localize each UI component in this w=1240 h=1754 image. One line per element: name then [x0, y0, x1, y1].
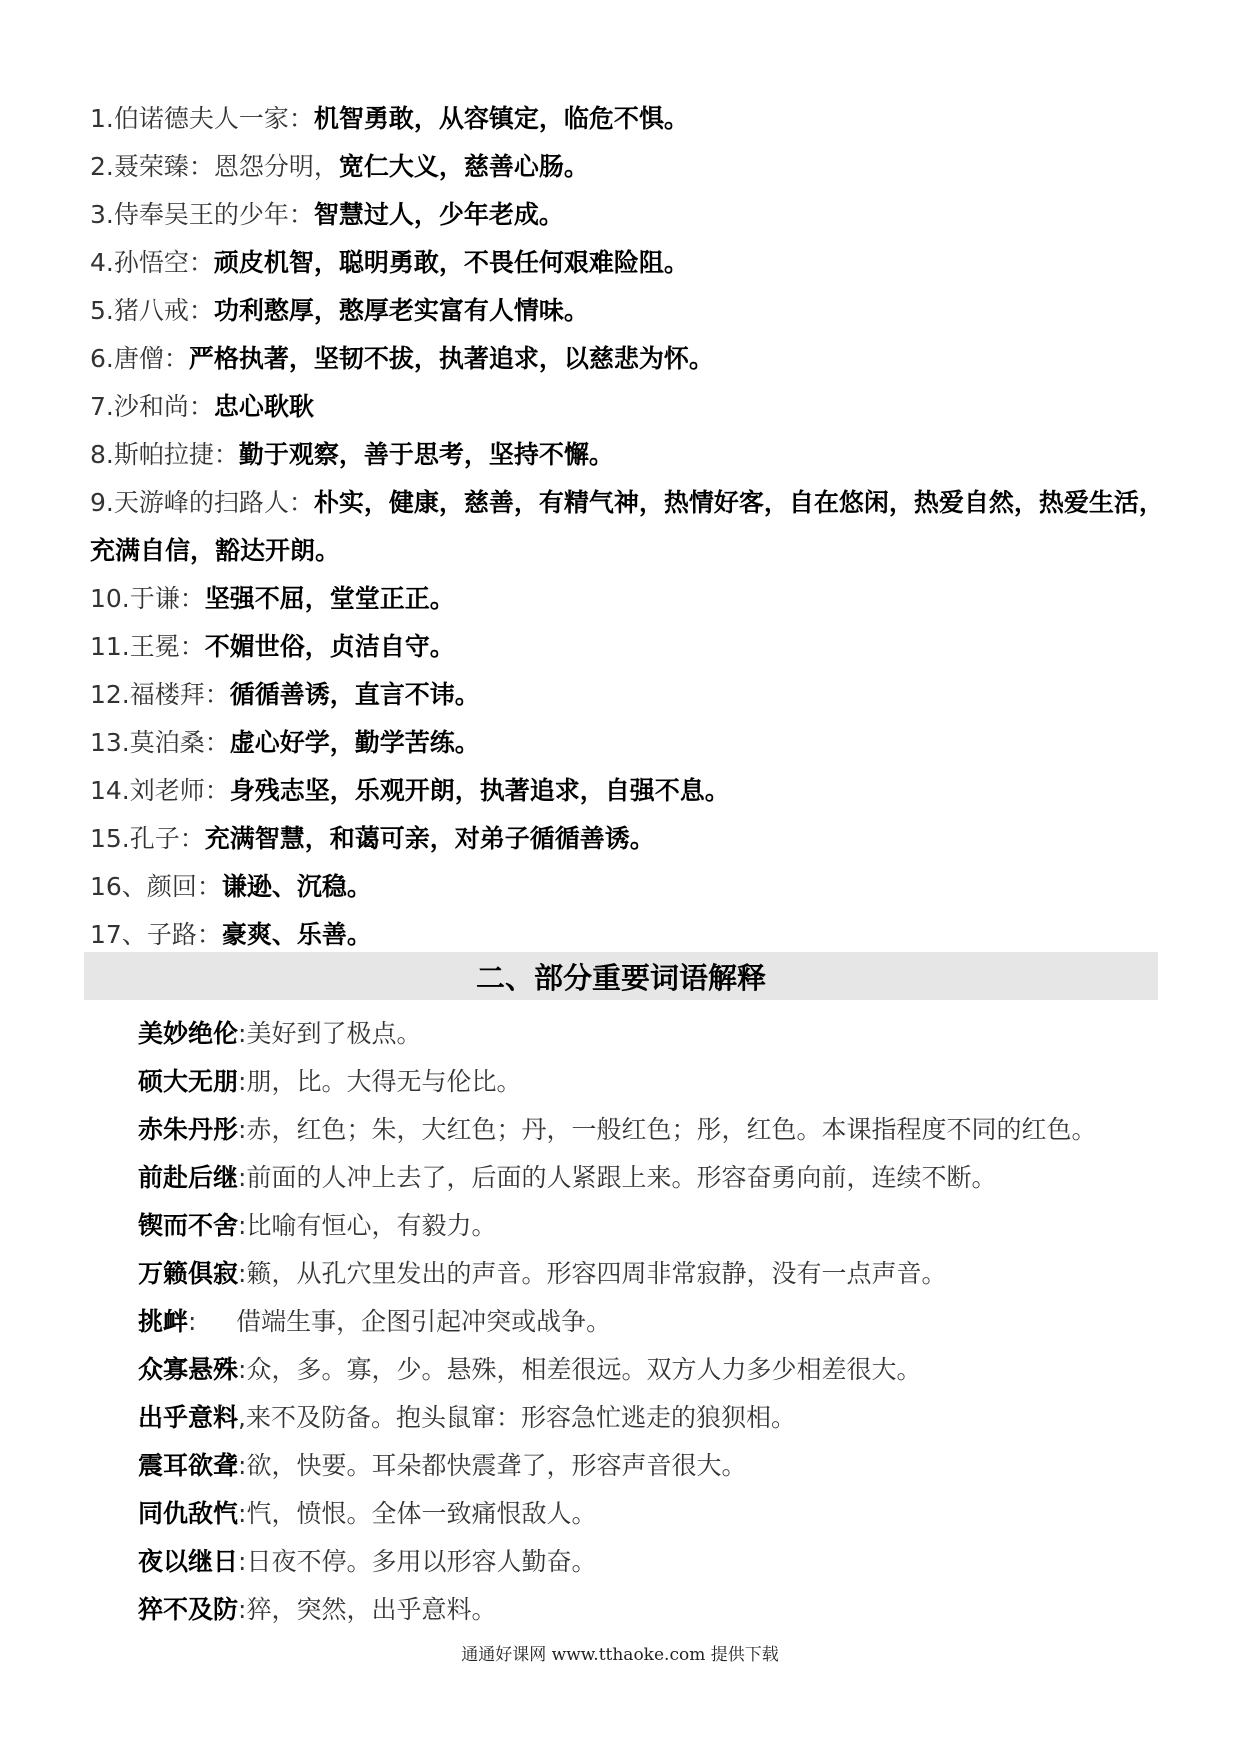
- word-item: 众寡悬殊:众，多。寡，少。悬殊，相差很远。双方人力多少相差很大。: [138, 1355, 922, 1384]
- character-item-3: 3.侍奉吴王的少年：智慧过人，少年老成。: [90, 200, 564, 229]
- page-footer: 通通好课网 www.tthaoke.com 提供下载: [461, 1645, 779, 1665]
- section-title: 二、部分重要词语解释: [84, 952, 1158, 1000]
- word-item: 同仇敌忾:忾，愤恨。全体一致痛恨敌人。: [138, 1499, 597, 1528]
- word-item: 万籁俱寂:籁，从孔穴里发出的声音。形容四周非常寂静，没有一点声音。: [138, 1259, 947, 1288]
- character-item-8: 8.斯帕拉捷：勤于观察，善于思考，坚持不懈。: [90, 440, 614, 469]
- word-item: 夜以继日:日夜不停。多用以形容人勤奋。: [138, 1547, 597, 1576]
- word-item: 赤朱丹彤:赤，红色；朱，大红色；丹，一般红色；彤，红色。本课指程度不同的红色。: [138, 1115, 1097, 1144]
- word-item: 锲而不舍:比喻有恒心，有毅力。: [138, 1211, 497, 1240]
- word-item: 前赴后继:前面的人冲上去了，后面的人紧跟上来。形容奋勇向前，连续不断。: [138, 1163, 997, 1192]
- character-item-7: 7.沙和尚：忠心耿耿: [90, 392, 314, 421]
- word-item: 出乎意料,来不及防备。抱头鼠窜：形容急忙逃走的狼狈相。: [138, 1403, 796, 1432]
- character-item-6: 6.唐僧：严格执著，坚韧不拔，执著追求，以慈悲为怀。: [90, 344, 714, 373]
- character-item-12: 12.福楼拜：循循善诱，直言不讳。: [90, 680, 480, 709]
- character-item-11: 11.王冕：不媚世俗，贞洁自守。: [90, 632, 455, 661]
- character-item-17: 17、子路：豪爽、乐善。: [90, 920, 372, 949]
- character-item-13: 13.莫泊桑：虚心好学，勤学苦练。: [90, 728, 480, 757]
- word-item: 硕大无朋:朋，比。大得无与伦比。: [138, 1067, 522, 1096]
- character-item-15: 15.孔子：充满智慧，和蔼可亲，对弟子循循善诱。: [90, 824, 655, 853]
- character-item-1: 1.伯诺德夫人一家：机智勇敢，从容镇定，临危不惧。: [90, 104, 689, 133]
- word-item: 挑衅: 借端生事，企图引起冲突或战争。: [138, 1307, 612, 1336]
- word-item: 震耳欲聋:欲，快要。耳朵都快震聋了，形容声音很大。: [138, 1451, 747, 1480]
- word-item: 美妙绝伦:美好到了极点。: [138, 1019, 422, 1048]
- character-item-10: 10.于谦：坚强不屈，堂堂正正。: [90, 584, 455, 613]
- character-item-9: 9.天游峰的扫路人：朴实，健康，慈善，有精气神，热情好客，自在悠闲，热爱自然，热爱生活，充满自信，豁达开朗。: [90, 488, 1164, 565]
- character-item-2: 2.聂荣臻：恩怨分明，宽仁大义，慈善心肠。: [90, 152, 589, 181]
- character-item-14: 14.刘老师：身残志坚，乐观开朗，执著追求，自强不息。: [90, 776, 730, 805]
- character-item-4: 4.孙悟空：顽皮机智，聪明勇敢，不畏任何艰难险阻。: [90, 248, 689, 277]
- character-item-16: 16、颜回：谦逊、沉稳。: [90, 872, 372, 901]
- character-item-5: 5.猪八戒：功利憨厚，憨厚老实富有人情味。: [90, 296, 589, 325]
- word-item: 猝不及防:猝，突然，出乎意料。: [138, 1595, 497, 1624]
